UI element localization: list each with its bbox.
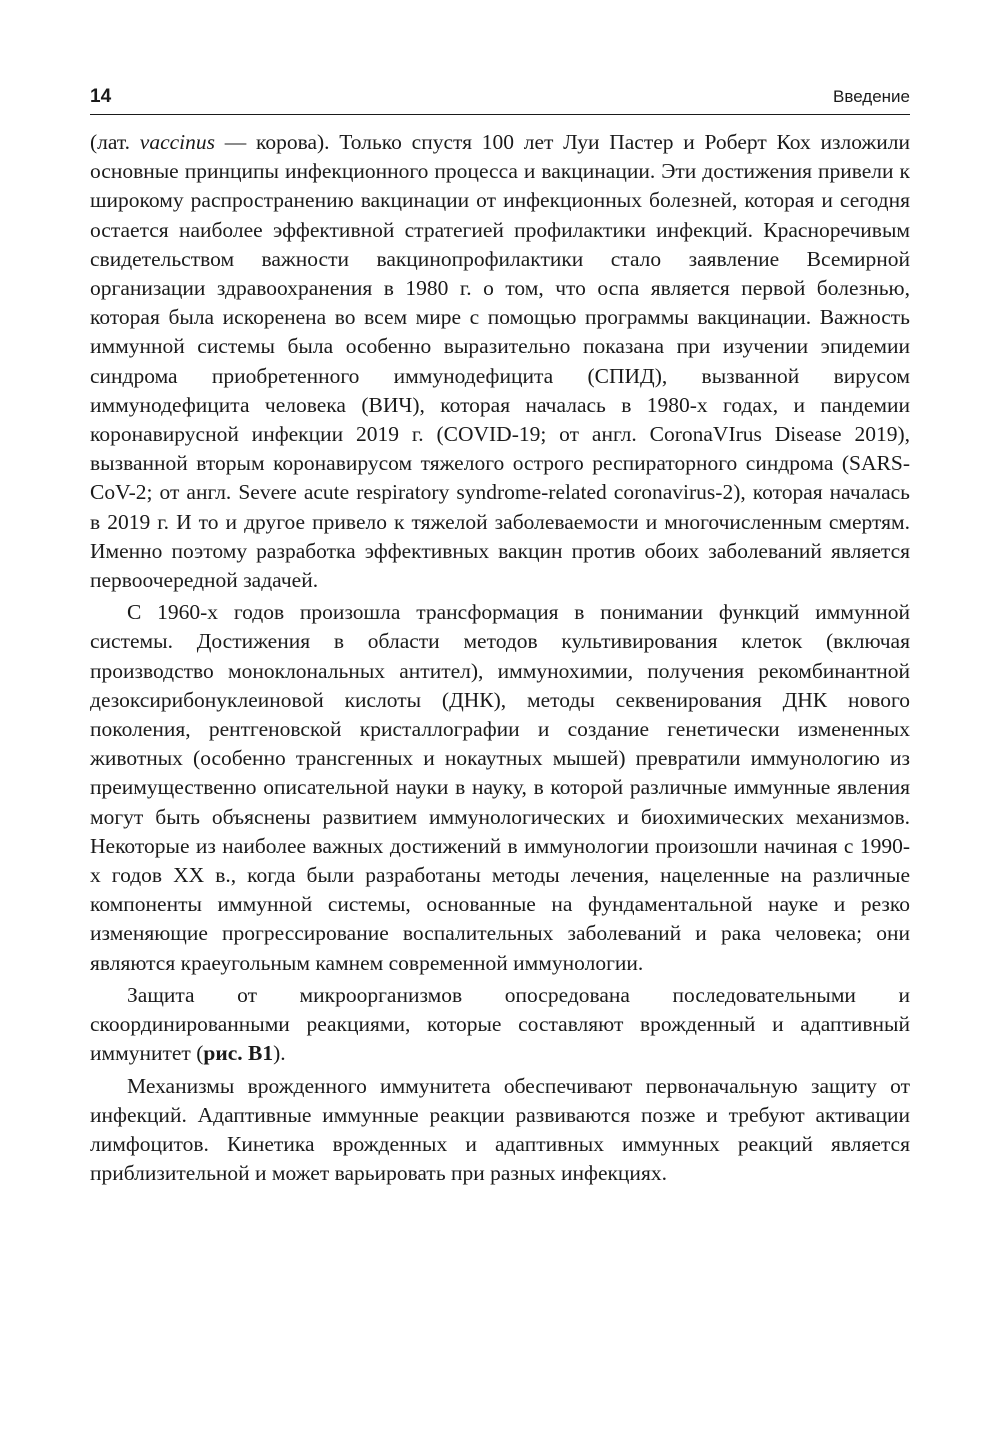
running-head: Введение bbox=[833, 87, 910, 106]
page-number: 14 bbox=[90, 86, 112, 107]
paragraph-1-pre: (лат. bbox=[90, 130, 140, 154]
figure-reference: рис. В1 bbox=[203, 1041, 274, 1066]
paragraph-1-text: — корова). Только спустя 100 лет Луи Пастер и Роберт Кох изложили основные принципы инфекционного процесса и вакцинации. Эти достижения привели к широкому распространению вакцинации от инфекционных болезней, которая и сегодня остается наиболее эффективной стратегией профилактики инфекций. Красноречивым свидетельством важности вакцинопрофилактики стало заявление Всемирной организации здравоохранения в 1980 г. о том, что оспа является первой болезнью, которая была искоренена во всем мире с помощью программы вакцинации. Важность иммунной системы была особенно выразительно показана при изучении эпидемии синдрома приобретенного иммунодефицита (СПИД), вызванной вирусом иммунодефицита человека (ВИЧ), которая началась в 1980-х годах, и пандемии коронавирусной инфекции 2019 г. (COVID-19; от англ. CoronaVIrus Disease 2019), вызванной вторым коронавирусом тяжелого острого респираторного синдрома (SARS-CoV-2; от англ. Severe acute respiratory syndrome-related coronavirus-2), которая началась в 2019 г. И то и другое привело к тяжелой заболеваемости и многочисленным смертям. Именно поэтому разработка эффективных вакцин против обоих заболеваний является первоочередной задачей. bbox=[90, 130, 911, 593]
paragraph-1 bbox=[90, 128, 910, 595]
latin-term: vaccinus bbox=[139, 130, 215, 154]
paragraph-3 bbox=[90, 981, 910, 1069]
paragraph-4: Механизмы врожденного иммунитета обеспечивают первоначальную защиту от инфекций. Адаптивные иммунные реакции развиваются позже и требуют активации лимфоцитов. Кинетика врожденных и адаптивных иммунных реакций является приблизительной и может варьировать при разных инфекциях. bbox=[90, 1073, 910, 1186]
paragraph-2: С 1960-х годов произошла трансформация в понимании функций иммунной системы. Достижения в области методов культивирования клеток (включая производство моноклональных антител), иммунохимии, получения рекомбинантной дезоксирибонуклеиновой кислоты (ДНК), методы секвенирования ДНК нового поколения, рентгеновской кристаллографии и создание генетически измененных животных (особенно трансгенных и нокаутных мышей) превратили иммунологию из преимущественно описательной науки в науку, в которой различные иммунные явления могут быть объяснены развитием иммунологических и биохимических механизмов. Некоторые из наиболее важных достижений в иммунологии произошли начиная с 1990-х годов XX в., когда были разработаны методы лечения, нацеленные на различные компоненты иммунной системы, основанные на фундаментальной науке и резко изменяющие прогрессирование воспалительных заболеваний и рака человека; они являются краеугольным камнем современной иммунологии. bbox=[90, 600, 910, 975]
paragraph-3-post: ). bbox=[273, 1041, 286, 1066]
page-header bbox=[90, 84, 910, 115]
body-text bbox=[90, 128, 910, 1191]
paragraph-3-text: Защита от микроорганизмов опосредована последовательными и скоординированными реакциями, которые составляют врожденный и адаптивный иммунитет ( bbox=[90, 982, 910, 1066]
